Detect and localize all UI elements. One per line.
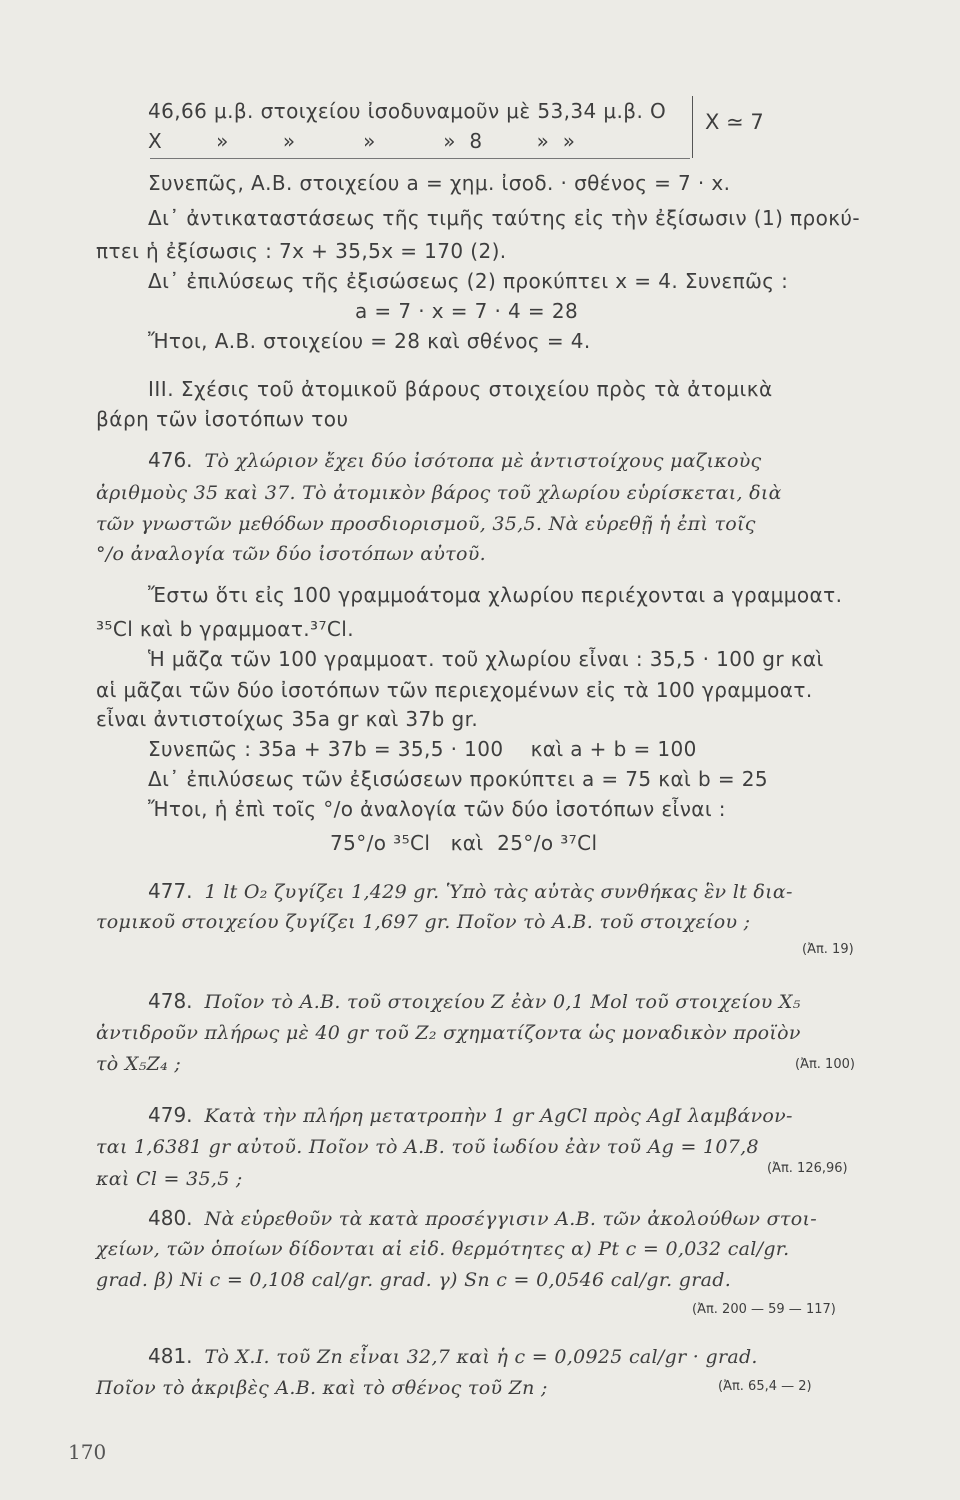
problem-481-line-2: Ποῖον τὸ ἀκριβὲς Α.Β. καὶ τὸ σθένος τοῦ Zn ;: [96, 1377, 548, 1399]
problem-478-line-1: [148, 990, 801, 1014]
problem-481-line-1: [148, 1345, 758, 1369]
problem-477-line-2: τομικοῦ στοιχείου ζυγίζει 1,697 gr. Ποῖον τὸ Α.Β. τοῦ στοιχείου ;: [96, 911, 751, 933]
problem-480-number: 480.: [148, 1206, 193, 1230]
page-number: 170: [68, 1440, 107, 1464]
problem-479-number: 479.: [148, 1103, 193, 1127]
problem-476-line-4: °/o ἀναλογία τῶν δύο ἰσοτόπων αὐτοῦ.: [96, 543, 486, 565]
problem-477-text-1: 1 lt O₂ ζυγίζει 1,429 gr. Ὑπὸ τὰς αὐτὰς συνθήκας ἓν lt δια-: [204, 881, 793, 903]
solution-line-4: Δι᾽ ἐπιλύσεως τῆς ἐξισώσεως (2) προκύπτει x = 4. Συνεπῶς :: [148, 269, 789, 293]
solution-476-line-4: αἱ μᾶζαι τῶν δύο ἰσοτόπων τῶν περιεχομένων εἰς τὰ 100 γραμμοατ.: [96, 678, 813, 702]
solution-line-6: Ἤτοι, Α.Β. στοιχείου = 28 καὶ σθένος = 4.: [148, 329, 591, 353]
problem-479-answer: (Ἀπ. 126,96): [767, 1161, 848, 1176]
problem-476-line-3: τῶν γνωστῶν μεθόδων προσδιορισμοῦ, 35,5. Νὰ εὑρεθῇ ἡ ἐπὶ τοῖς: [96, 513, 756, 535]
section-heading-line-1: III. Σχέσις τοῦ ἀτομικοῦ βάρους στοιχείου πρὸς τὰ ἀτομικὰ: [148, 377, 773, 401]
problem-481-text-1: Τὸ X.I. τοῦ Zn εἶναι 32,7 καὶ ἡ c = 0,0925 cal/gr · grad.: [204, 1346, 758, 1368]
problem-478-answer: (Ἀπ. 100): [795, 1057, 855, 1072]
solution-476-line-8: Ἤτοι, ἡ ἐπὶ τοῖς °/o ἀναλογία τῶν δύο ἰσοτόπων εἶναι :: [148, 797, 726, 821]
solution-476-line-2: ³⁵Cl καὶ b γραμμοατ.³⁷Cl.: [96, 617, 354, 641]
ratio-underline: [150, 158, 690, 159]
solution-476-line-9: 75°/o ³⁵Cl καὶ 25°/o ³⁷Cl: [330, 831, 598, 855]
solution-line-2: Δι᾽ ἀντικαταστάσεως τῆς τιμῆς ταύτης εἰς τὴν ἐξίσωσιν (1) προκύ-: [148, 206, 861, 230]
solution-476-line-6: Συνεπῶς : 35a + 37b = 35,5 · 100 καὶ a + b = 100: [148, 737, 697, 761]
problem-476-line-2: ἀριθμοὺς 35 καὶ 37. Τὸ ἀτομικὸν βάρος τοῦ χλωρίου εὑρίσκεται, διὰ: [96, 482, 782, 504]
solution-476-line-1: Ἔστω ὅτι εἰς 100 γραμμοάτομα χλωρίου περιέχονται a γραμμοατ.: [148, 583, 843, 607]
ratio-line-2: X » » » » 8 » »: [148, 129, 576, 153]
problem-480-answer: (Ἀπ. 200 — 59 — 117): [692, 1302, 836, 1317]
problem-478-text-1: Ποῖον τὸ Α.Β. τοῦ στοιχείου Z ἐὰν 0,1 Mol τοῦ στοιχείου X₅: [204, 991, 801, 1013]
solution-line-5: a = 7 · x = 7 · 4 = 28: [355, 299, 579, 323]
problem-481-number: 481.: [148, 1344, 193, 1368]
problem-479-line-1: [148, 1104, 793, 1128]
ratio-result: X ≃ 7: [705, 110, 764, 134]
ratio-line-1: 46,66 μ.β. στοιχείου ἰσοδυναμοῦν μὲ 53,34 μ.β. O: [148, 99, 667, 123]
problem-480-line-3: grad. β) Ni c = 0,108 cal/gr. grad. γ) Sn c = 0,0546 cal/gr. grad.: [96, 1269, 732, 1291]
section-heading-line-2: βάρη τῶν ἰσοτόπων του: [96, 407, 349, 431]
solution-476-line-7: Δι᾽ ἐπιλύσεως τῶν ἐξισώσεων προκύπτει a = 75 καὶ b = 25: [148, 767, 768, 791]
solution-476-line-5: εἶναι ἀντιστοίχως 35a gr καὶ 37b gr.: [96, 707, 479, 731]
ratio-brace: [692, 96, 693, 158]
problem-477-number: 477.: [148, 879, 193, 903]
problem-481-answer: (Ἀπ. 65,4 — 2): [718, 1379, 812, 1394]
problem-477-answer: (Ἀπ. 19): [802, 942, 854, 957]
solution-line-1: Συνεπῶς, Α.Β. στοιχείου a = χημ. ἰσοδ. · σθένος = 7 · x.: [148, 171, 731, 195]
problem-479-text-1: Κατὰ τὴν πλήρη μετατροπὴν 1 gr AgCl πρὸς AgI λαμβάνον-: [204, 1105, 793, 1127]
problem-478-line-3: τὸ X₅Z₄ ;: [96, 1053, 182, 1075]
solution-476-line-3: Ἡ μᾶζα τῶν 100 γραμμοατ. τοῦ χλωρίου εἶναι : 35,5 · 100 gr καὶ: [148, 647, 824, 671]
problem-478-line-2: ἀντιδροῦν πλήρως μὲ 40 gr τοῦ Z₂ σχηματίζοντα ὡς μοναδικὸν προϊὸν: [96, 1022, 801, 1044]
problem-480-text-1: Νὰ εὑρεθοῦν τὰ κατὰ προσέγγισιν Α.Β. τῶν ἀκολούθων στοι-: [204, 1208, 817, 1230]
problem-479-line-2: ται 1,6381 gr αὐτοῦ. Ποῖον τὸ Α.Β. τοῦ ἰωδίου ἐὰν τοῦ Ag = 107,8: [96, 1136, 759, 1158]
problem-476-number: 476.: [148, 448, 193, 472]
problem-476-line-1: [148, 449, 762, 473]
problem-480-line-1: [148, 1207, 817, 1231]
problem-479-line-3: καὶ Cl = 35,5 ;: [96, 1168, 243, 1190]
problem-477-line-1: [148, 880, 793, 904]
problem-480-line-2: χείων, τῶν ὁποίων δίδονται αἱ εἰδ. θερμότητες α) Pt c = 0,032 cal/gr.: [96, 1238, 790, 1260]
solution-line-3: πτει ἡ ἐξίσωσις : 7x + 35,5x = 170 (2).: [96, 239, 507, 263]
problem-478-number: 478.: [148, 989, 193, 1013]
problem-476-text-1: Τὸ χλώριον ἔχει δύο ἰσότοπα μὲ ἀντιστοίχους μαζικοὺς: [204, 450, 762, 472]
